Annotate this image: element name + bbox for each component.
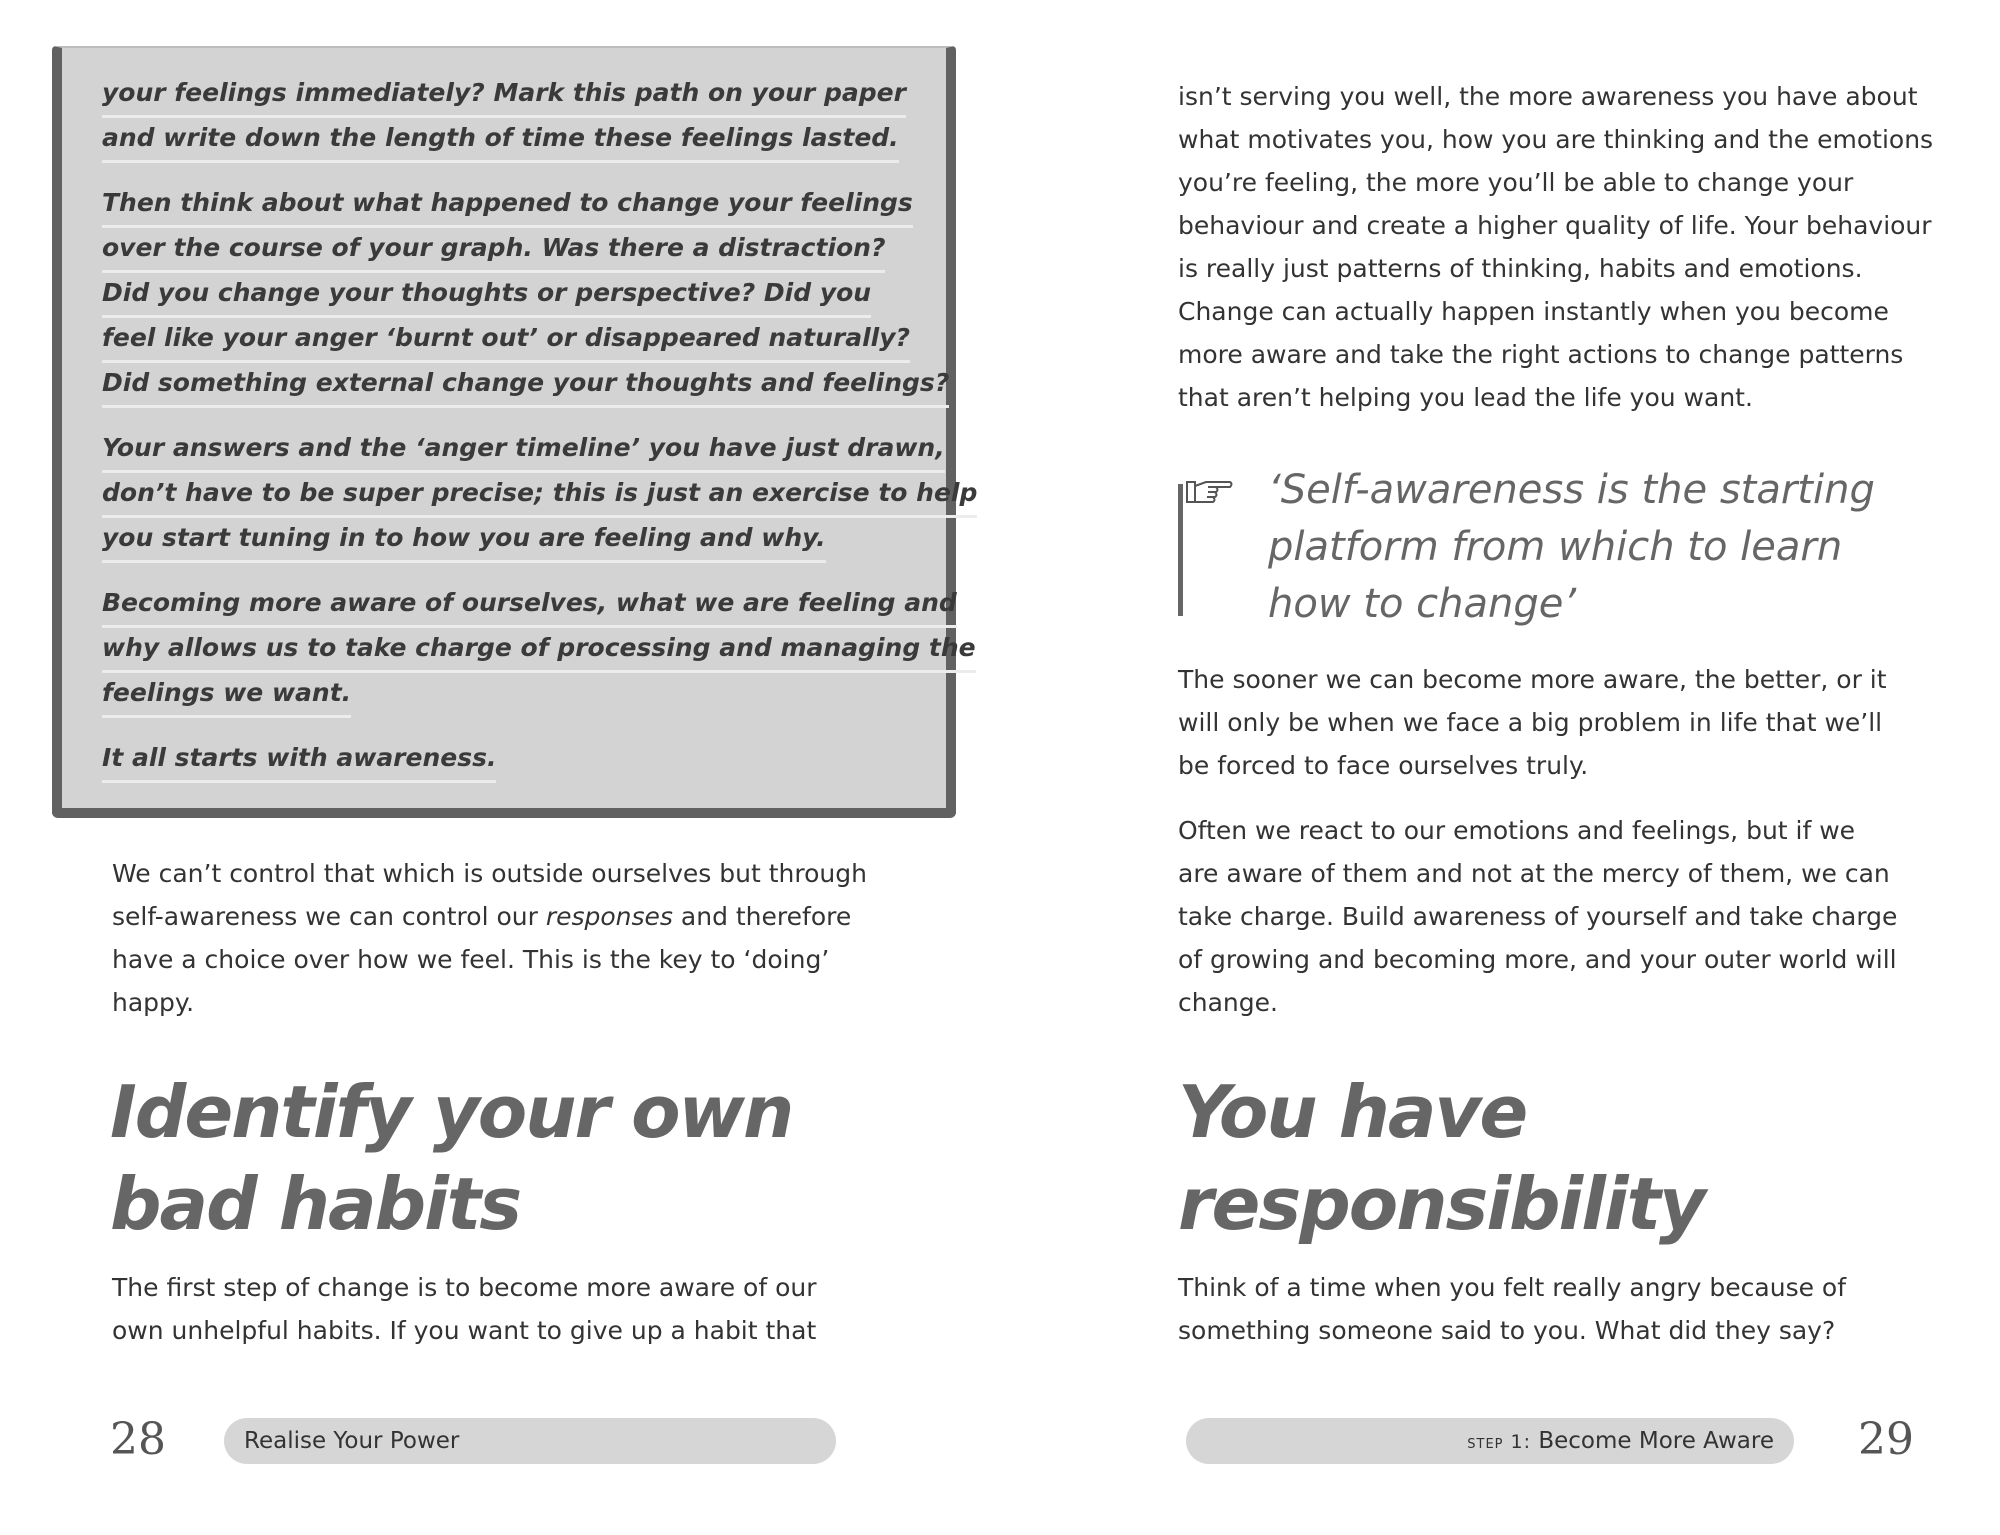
box-line: Did you change your thoughts or perspective? Did you — [102, 274, 871, 318]
box-line: and write down the length of time these feelings lasted. — [102, 119, 899, 163]
box-line: you start tuning in to how you are feeling and why. — [102, 519, 826, 563]
text-line: The sooner we can become more aware, the better, or it — [1178, 665, 1887, 694]
box-line: why allows us to take charge of processing and managing the — [102, 629, 976, 673]
text-line: that aren’t helping you lead the life you want. — [1178, 383, 1753, 412]
text-line: more aware and take the right actions to change patterns — [1178, 340, 1904, 369]
text-line: are aware of them and not at the mercy of them, we can — [1178, 859, 1890, 888]
quote-line: how to change’ — [1268, 581, 1577, 627]
left-body-paragraph-2 — [112, 1266, 872, 1352]
text-line: change. — [1178, 988, 1278, 1017]
text-line: Often we react to our emotions and feelings, but if we — [1178, 816, 1856, 845]
section-heading — [1178, 1066, 1704, 1250]
pull-quote — [1268, 462, 1888, 633]
paragraph — [1178, 658, 1958, 787]
box-paragraph — [102, 584, 976, 719]
exercise-box-text — [102, 74, 978, 804]
heading-line: bad habits — [110, 1162, 521, 1246]
text-line: you’re feeling, the more you’ll be able to change your — [1178, 168, 1854, 197]
heading-line: Identify your own — [110, 1070, 793, 1154]
footer-running-title — [224, 1418, 836, 1464]
text-line: be forced to face ourselves truly. — [1178, 751, 1589, 780]
box-line: don’t have to be super precise; this is just an exercise to help — [102, 474, 977, 518]
pointing-hand-icon — [1186, 474, 1234, 510]
text-line: is really just patterns of thinking, habits and emotions. — [1178, 254, 1863, 283]
heading-line: You have — [1178, 1070, 1527, 1154]
text-line — [112, 895, 872, 938]
box-line: Then think about what happened to change your feelings — [102, 184, 913, 228]
footer-label: Become More Aware — [1538, 1428, 1774, 1454]
text-line: Change can actually happen instantly when you become — [1178, 297, 1889, 326]
box-line: feelings we want. — [102, 674, 351, 718]
text-line: something someone said to you. What did they say? — [1178, 1316, 1836, 1345]
box-paragraph — [102, 74, 906, 164]
text-line: isn’t serving you well, the more awareness you have about — [1178, 82, 1918, 111]
box-paragraph — [102, 429, 978, 564]
page-number: 28 — [110, 1414, 166, 1465]
text-segment: self-awareness we can control our — [112, 902, 546, 931]
emphasis-text: responses — [545, 902, 673, 931]
box-line: Did something external change your thoughts and feelings? — [102, 364, 949, 408]
box-line: Becoming more aware of ourselves, what we are feeling and — [102, 584, 957, 628]
box-paragraph — [102, 184, 950, 409]
box-line: over the course of your graph. Was there a distraction? — [102, 229, 885, 273]
section-heading — [110, 1066, 792, 1250]
text-segment: and therefore — [672, 902, 852, 931]
text-line: Think of a time when you felt really angry because of — [1178, 1273, 1847, 1302]
quote-line: ‘Self-awareness is the starting — [1268, 467, 1875, 513]
right-body-paragraph-3 — [1178, 1266, 1958, 1352]
text-line: behaviour and create a higher quality of life. Your behaviour — [1178, 211, 1932, 240]
quote-bar — [1178, 484, 1183, 616]
right-body-paragraphs — [1178, 658, 1958, 1046]
paragraph — [1178, 809, 1958, 1024]
box-paragraph — [102, 739, 862, 784]
box-line: your feelings immediately? Mark this path on your paper — [102, 74, 906, 118]
text-line: happy. — [112, 988, 195, 1017]
box-line: It all starts with awareness. — [102, 739, 496, 783]
footer-step: step 1: — [1467, 1431, 1532, 1453]
text-line: will only be when we face a big problem in life that we’ll — [1178, 708, 1883, 737]
box-line: feel like your anger ‘burnt out’ or disappeared naturally? — [102, 319, 910, 363]
text-line: We can’t control that which is outside ourselves but through — [112, 859, 867, 888]
footer-running-title — [1186, 1418, 1794, 1464]
footer-label: Realise Your Power — [244, 1428, 460, 1454]
text-line: take charge. Build awareness of yourself and take charge — [1178, 902, 1898, 931]
heading-line: responsibility — [1178, 1162, 1704, 1246]
text-line: have a choice over how we feel. This is the key to ‘doing’ — [112, 945, 830, 974]
left-body-paragraph — [112, 852, 872, 1024]
page-number: 29 — [1858, 1414, 1914, 1465]
box-line: Your answers and the ‘anger timeline’ you have just drawn, — [102, 429, 945, 473]
text-line: The first step of change is to become more aware of our — [112, 1273, 817, 1302]
right-body-paragraph — [1178, 75, 1958, 419]
text-line: of growing and becoming more, and your outer world will — [1178, 945, 1897, 974]
quote-line: platform from which to learn — [1268, 524, 1843, 570]
text-line: own unhelpful habits. If you want to give up a habit that — [112, 1316, 817, 1345]
text-line: what motivates you, how you are thinking and the emotions — [1178, 125, 1934, 154]
